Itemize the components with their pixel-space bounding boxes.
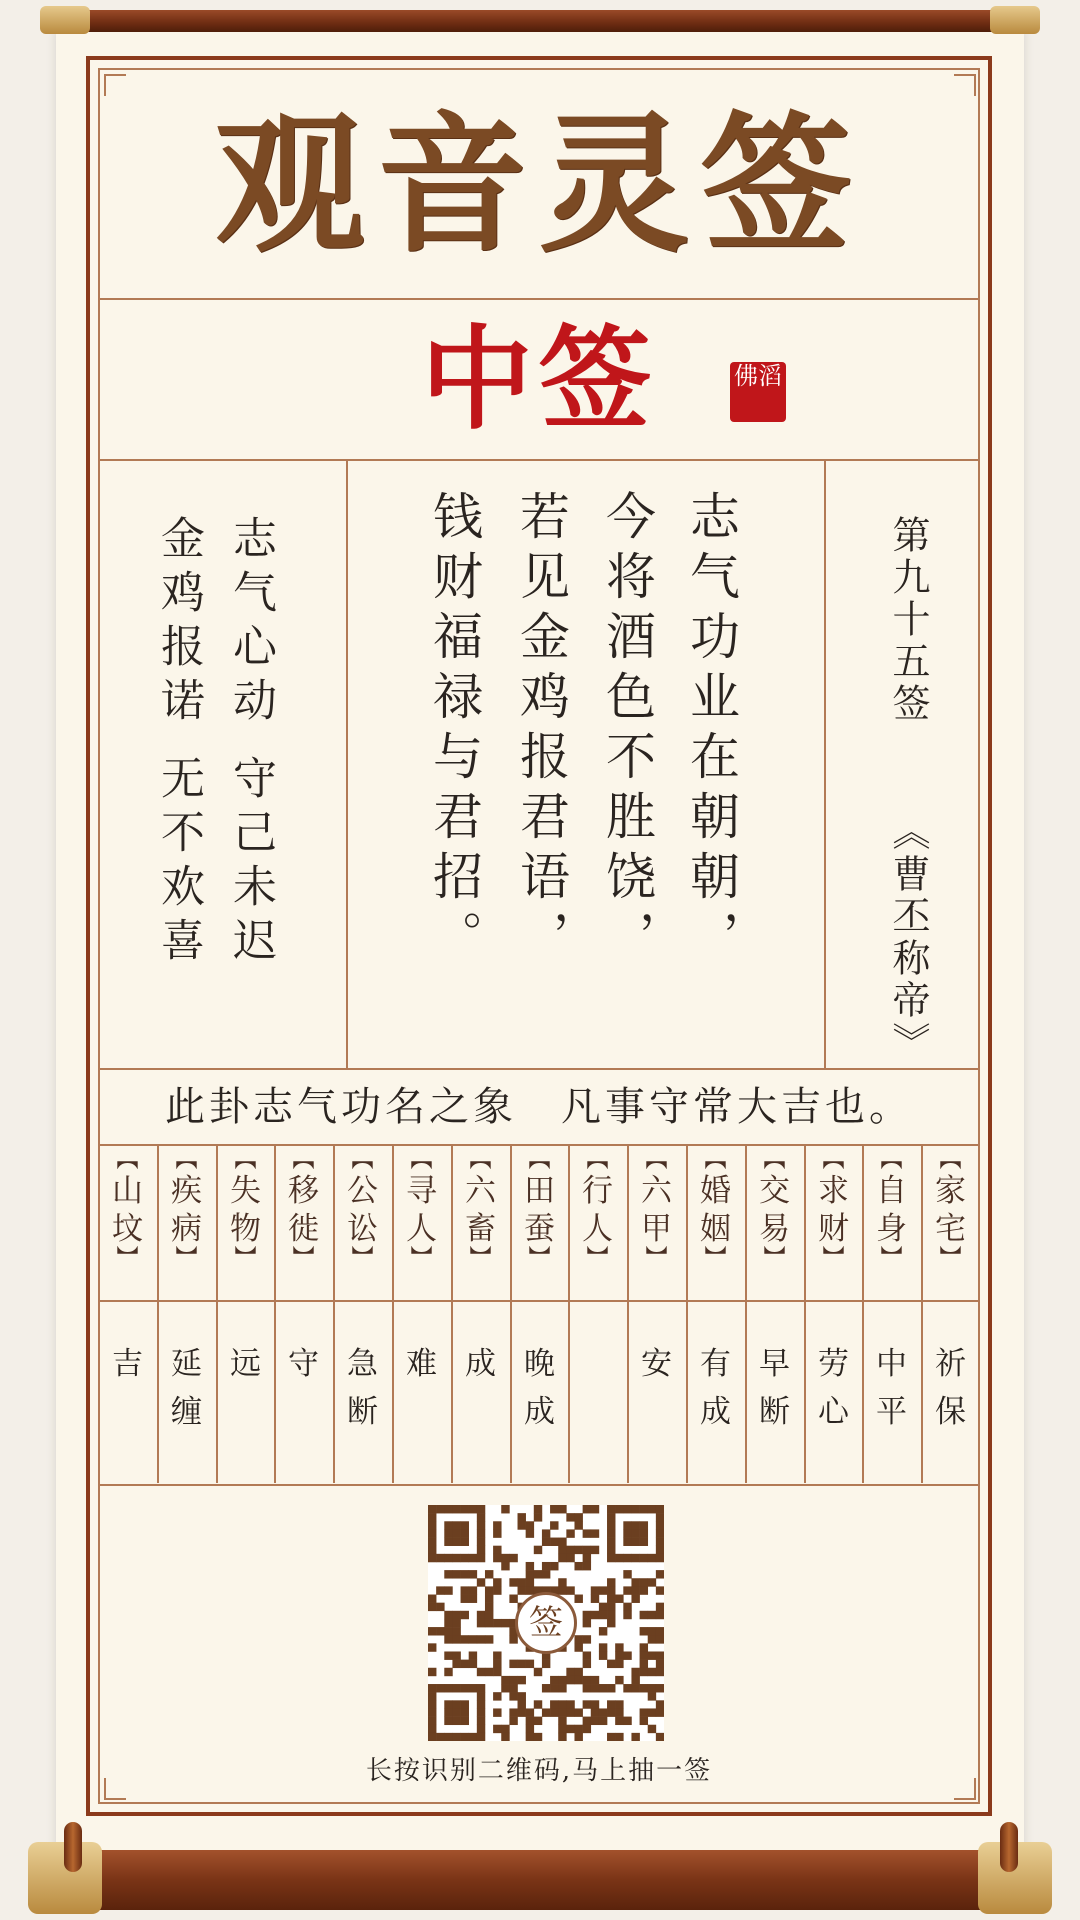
story-title: 《曹丕称帝》	[886, 812, 930, 1064]
bottom-scroll-rod	[46, 1850, 1034, 1910]
category-result: 祈 保	[935, 1346, 966, 1430]
category-name: 山 坟	[112, 1173, 143, 1247]
category-name: 求 财	[818, 1173, 849, 1247]
category-result: 有 成	[700, 1346, 731, 1430]
seal-stamp: 佛滔	[730, 362, 786, 422]
category-name: 田 蚕	[524, 1173, 555, 1247]
category-label: ︻ 六 甲 ︼	[627, 1150, 686, 1270]
divider	[346, 460, 348, 1068]
category-result: 难	[406, 1346, 437, 1382]
category-result: 吉	[112, 1346, 143, 1382]
category-label: ︻ 失 物 ︼	[216, 1150, 275, 1270]
poem-line-3: 若见金鸡报君语，	[512, 490, 570, 970]
top-rod-cap-left	[40, 6, 90, 34]
interpretation-line-2: 金鸡报诺 无不欢喜	[153, 515, 204, 971]
qr-center-badge: 签	[515, 1592, 577, 1654]
category-label: ︻ 移 徙 ︼	[274, 1150, 333, 1270]
category-label: ︻ 六 畜 ︼	[451, 1150, 510, 1270]
category-result: 守	[288, 1346, 319, 1382]
poem-line-1: 志气功业在朝朝，	[682, 490, 740, 970]
category-name: 六 畜	[465, 1173, 496, 1247]
category-label: ︻ 寻 人 ︼	[392, 1150, 451, 1270]
interpretation-line-1: 志气心动 守己未迟	[225, 515, 276, 971]
category-label: ︻ 疾 病 ︼	[157, 1150, 216, 1270]
category-label: ︻ 行 人 ︼	[568, 1150, 627, 1270]
rod-knob-left	[64, 1822, 82, 1872]
category-label: ︻ 山 坟 ︼	[98, 1150, 157, 1270]
category-name: 自 身	[876, 1173, 907, 1247]
category-label: ︻ 婚 姻 ︼	[686, 1150, 745, 1270]
page-title: 观音灵签	[214, 97, 863, 273]
summary-text: 此卦志气功名之象 凡事守常大吉也。	[165, 1084, 913, 1130]
category-result: 急 断	[347, 1346, 378, 1430]
category-label: ︻ 田 蚕 ︼	[510, 1150, 569, 1270]
top-scroll-rod	[52, 10, 1028, 32]
poem-line-2: 今将酒色不胜饶，	[598, 490, 656, 970]
category-name: 六 甲	[641, 1173, 672, 1247]
category-result: 成	[465, 1346, 496, 1382]
divider	[98, 1300, 980, 1302]
category-name: 失 物	[230, 1173, 261, 1247]
lot-number: 第九十五签	[886, 515, 930, 725]
category-name: 家 宅	[935, 1173, 966, 1247]
category-result: 远	[230, 1346, 261, 1382]
category-result: 晚 成	[524, 1346, 555, 1430]
category-name: 婚 姻	[700, 1173, 731, 1247]
divider	[98, 459, 980, 461]
category-label: ︻ 自 身 ︼	[862, 1150, 921, 1270]
category-name: 行 人	[582, 1173, 613, 1247]
divider	[98, 1068, 980, 1070]
rod-knob-right	[1000, 1822, 1018, 1872]
category-label: ︻ 家 宅 ︼	[921, 1150, 980, 1270]
category-label: ︻ 公 讼 ︼	[333, 1150, 392, 1270]
category-label: ︻ 交 易 ︼	[745, 1150, 804, 1270]
category-result: 安	[641, 1346, 672, 1382]
top-rod-cap-right	[990, 6, 1040, 34]
category-label: ︻ 求 财 ︼	[804, 1150, 863, 1270]
category-result: 早 断	[759, 1346, 790, 1430]
divider	[98, 1484, 980, 1486]
divider	[98, 1144, 980, 1146]
category-result: 劳 心	[818, 1346, 849, 1430]
category-name: 公 讼	[347, 1173, 378, 1247]
poem-line-4: 钱财福禄与君招。	[425, 490, 483, 970]
category-name: 交 易	[759, 1173, 790, 1247]
category-name: 移 徙	[288, 1173, 319, 1247]
category-name: 寻 人	[406, 1173, 437, 1247]
divider	[824, 460, 826, 1068]
qr-caption: 长按识别二维码,马上抽一签	[365, 1756, 713, 1786]
category-result: 延 缠	[171, 1346, 202, 1430]
category-result: 中 平	[876, 1346, 907, 1430]
category-name: 疾 病	[171, 1173, 202, 1247]
lot-grade: 中签	[421, 315, 657, 445]
